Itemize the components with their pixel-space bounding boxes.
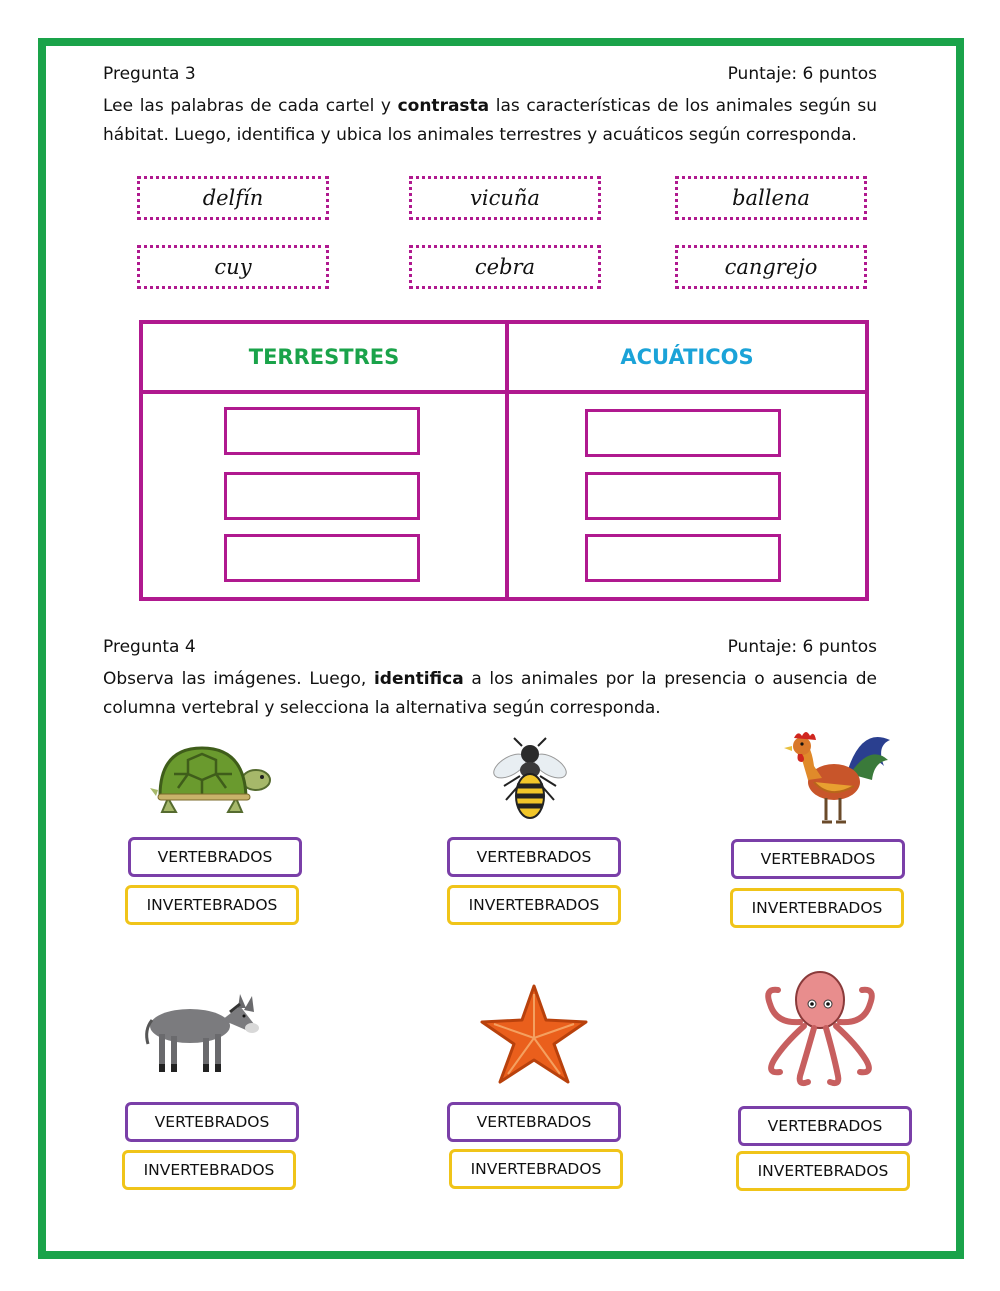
starfish-invertebrados-option[interactable]: INVERTEBRADOS [449,1149,623,1189]
question-3-number: Pregunta 3 [103,64,196,84]
question-3-instruction: Lee las palabras de cada cartel y contrasta las características de los animales según su hábitat. Luego, identifica y ubica los animales terrestres y acuáticos según corresponda. [103,96,878,145]
drop-slot-terrestre-2[interactable] [224,472,420,520]
rooster-invertebrados-option[interactable]: INVERTEBRADOS [730,888,904,928]
word-card-delfin[interactable]: delfín [137,176,329,220]
donkey-icon [142,990,266,1078]
word-card-cangrejo[interactable]: cangrejo [675,245,867,289]
bee-vertebrados-option[interactable]: VERTEBRADOS [447,837,621,877]
word-card-cebra[interactable]: cebra [409,245,601,289]
turtle-icon [148,738,280,818]
donkey-invertebrados-option[interactable]: INVERTEBRADOS [122,1150,296,1190]
question-3-header [103,64,877,84]
starfish-vertebrados-option[interactable]: VERTEBRADOS [447,1102,621,1142]
drop-slot-acuatico-1[interactable] [585,409,781,457]
starfish-icon [478,982,590,1088]
header-terrestres: TERRESTRES [248,345,400,369]
drop-slot-acuatico-2[interactable] [585,472,781,520]
drop-slot-acuatico-3[interactable] [585,534,781,582]
octopus-icon [756,964,884,1090]
table-header-divider [143,390,865,394]
question-3-score: Puntaje: 6 puntos [727,64,877,84]
habitat-table [139,320,869,601]
turtle-vertebrados-option[interactable]: VERTEBRADOS [128,837,302,877]
question-4-number: Pregunta 4 [103,637,196,657]
rooster-vertebrados-option[interactable]: VERTEBRADOS [731,839,905,879]
drop-slot-terrestre-1[interactable] [224,407,420,455]
question-4-score: Puntaje: 6 puntos [727,637,877,657]
word-card-vicuna[interactable]: vicuña [409,176,601,220]
question-4-header [103,637,877,657]
octopus-vertebrados-option[interactable]: VERTEBRADOS [738,1106,912,1146]
bee-icon [482,736,578,826]
octopus-invertebrados-option[interactable]: INVERTEBRADOS [736,1151,910,1191]
drop-slot-terrestre-3[interactable] [224,534,420,582]
word-card-cuy[interactable]: cuy [137,245,329,289]
donkey-vertebrados-option[interactable]: VERTEBRADOS [125,1102,299,1142]
turtle-invertebrados-option[interactable]: INVERTEBRADOS [125,885,299,925]
rooster-icon [780,726,896,828]
bee-invertebrados-option[interactable]: INVERTEBRADOS [447,885,621,925]
word-card-ballena[interactable]: ballena [675,176,867,220]
question-4-instruction: Observa las imágenes. Luego, identifica a los animales por la presencia o ausencia de columna vertebral y selecciona la alternativa según corresponda. [103,669,877,718]
header-acuaticos: ACUÁTICOS [620,345,754,369]
